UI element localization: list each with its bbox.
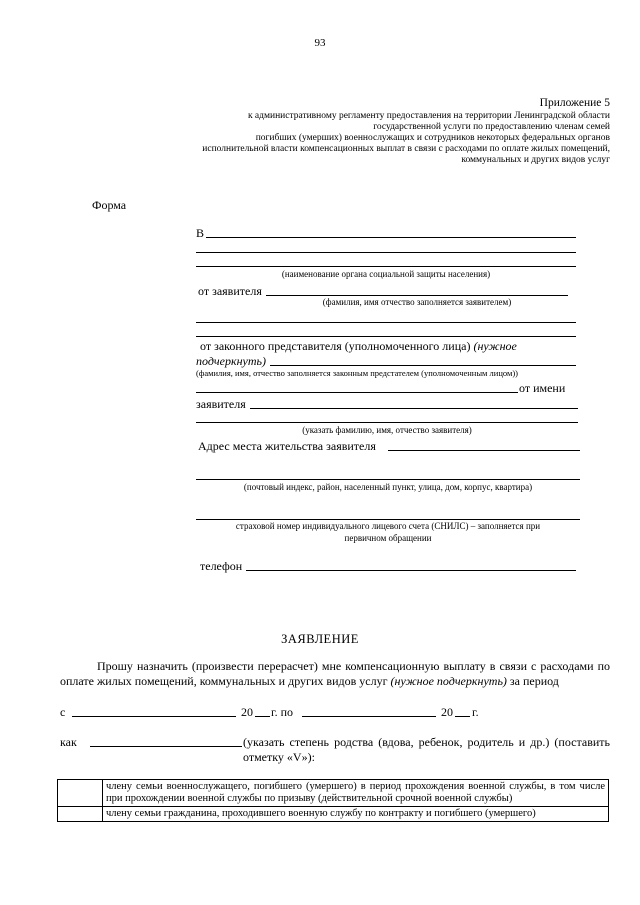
period-from-label: с xyxy=(60,705,66,719)
snils-caption-1: страховой номер индивидуального лицевого счета (СНИЛС) – заполняется при xyxy=(235,521,541,531)
statement-body-italic: (нужное подчеркнуть) xyxy=(390,674,507,688)
applicant-caption: (фамилия, имя отчество заполняется заявителем) xyxy=(322,297,512,307)
statement-body xyxy=(60,659,610,689)
representative-caption: (фамилия, имя, отчество заполняется законным предстателем (уполномоченным лицом)) xyxy=(196,368,519,378)
applicant-name-line[interactable] xyxy=(266,295,568,296)
org-name-line-2[interactable] xyxy=(196,252,576,253)
applicant-name-line-3[interactable] xyxy=(196,336,576,337)
applicant-prefix: от заявителя xyxy=(198,284,262,298)
period-year-b-line[interactable] xyxy=(455,716,470,717)
address-line-2[interactable] xyxy=(196,479,580,480)
snils-line[interactable] xyxy=(196,519,580,520)
org-name-line-3[interactable] xyxy=(196,266,576,267)
to-prefix: В xyxy=(196,226,205,240)
appendix-title: Приложение 5 xyxy=(539,97,610,109)
statement-title: ЗАЯВЛЕНИЕ xyxy=(281,632,359,646)
representative-label-italic: (нужное xyxy=(473,339,517,353)
representative-label xyxy=(200,339,517,354)
org-name-line-1[interactable] xyxy=(206,237,576,238)
form-label: Форма xyxy=(92,198,127,212)
period-year-a: 20 xyxy=(241,705,253,719)
phone-line[interactable] xyxy=(246,570,576,571)
phone-label: телефон xyxy=(200,559,243,573)
address-label: Адрес места жительства заявителя xyxy=(198,439,376,453)
appendix-line: погибших (умерших) военнослужащих и сотрудников некоторых федеральных органов xyxy=(255,133,610,143)
address-line-1[interactable] xyxy=(388,450,580,451)
representative-label-text: от законного представителя (уполномоченного лица) xyxy=(200,339,474,353)
table-row xyxy=(58,780,609,807)
option-text: члену семьи военнослужащего, погибшего (умершего) в период прохождения военной службы, в том числе при прохождении военной службы по призыву (действительной срочной военной службы) xyxy=(103,780,609,807)
on-behalf-label: от имени xyxy=(519,381,566,395)
applicant-word: заявителя xyxy=(196,397,246,411)
applicant-fullname-line-2[interactable] xyxy=(196,422,578,423)
representative-name-line[interactable] xyxy=(270,365,576,366)
appendix-line: к административному регламенту предоставления на территории Ленинградской области xyxy=(247,111,610,121)
relation-text: (указать степень родства (вдова, ребенок, родитель и др.) (поставить отметку «V»): xyxy=(243,735,610,764)
applicant-fullname-line[interactable] xyxy=(250,408,578,409)
statement-body-tail: за период xyxy=(506,674,559,688)
table-row xyxy=(58,807,609,822)
option-text: члену семьи гражданина, проходившего военную службу по контракту и погибшего (умершего) xyxy=(103,807,609,822)
period-to-label: г. по xyxy=(271,705,293,719)
page-number: 93 xyxy=(314,37,326,49)
relation-line[interactable] xyxy=(90,746,242,747)
relation-options-table xyxy=(57,779,609,822)
period-to-line[interactable] xyxy=(302,716,436,717)
statement-body-text: Прошу назначить (произвести перерасчет) мне компенсационную выплату в связи с расходами по оплате жилых помещений, коммунальных и других видов услуг xyxy=(60,659,610,688)
applicant-name-caption: (указать фамилию, имя, отчество заявителя) xyxy=(302,425,472,435)
period-year-a-line[interactable] xyxy=(255,716,270,717)
appendix-line: коммунальных и других видов услуг xyxy=(461,155,610,165)
representative-name-line-2[interactable] xyxy=(196,392,518,393)
representative-note: подчеркнуть) xyxy=(196,354,266,368)
period-end-suffix: г. xyxy=(472,705,479,719)
period-year-b: 20 xyxy=(441,705,453,719)
snils-caption-2: первичном обращении xyxy=(344,533,432,543)
period-from-line[interactable] xyxy=(72,716,236,717)
option-checkbox[interactable] xyxy=(58,780,103,807)
option-checkbox[interactable] xyxy=(58,807,103,822)
applicant-name-line-2[interactable] xyxy=(196,322,576,323)
appendix-line: исполнительной власти компенсационных выплат в связи с расходами по оплате жилых помещений, xyxy=(202,144,610,154)
appendix-line: государственной услуги по предоставлению членам семей xyxy=(373,122,610,132)
relation-as-label: как xyxy=(60,735,77,749)
org-caption: (наименование органа социальной защиты населения) xyxy=(281,269,491,279)
address-caption: (почтовый индекс, район, населенный пункт, улица, дом, корпус, квартира) xyxy=(243,482,533,492)
